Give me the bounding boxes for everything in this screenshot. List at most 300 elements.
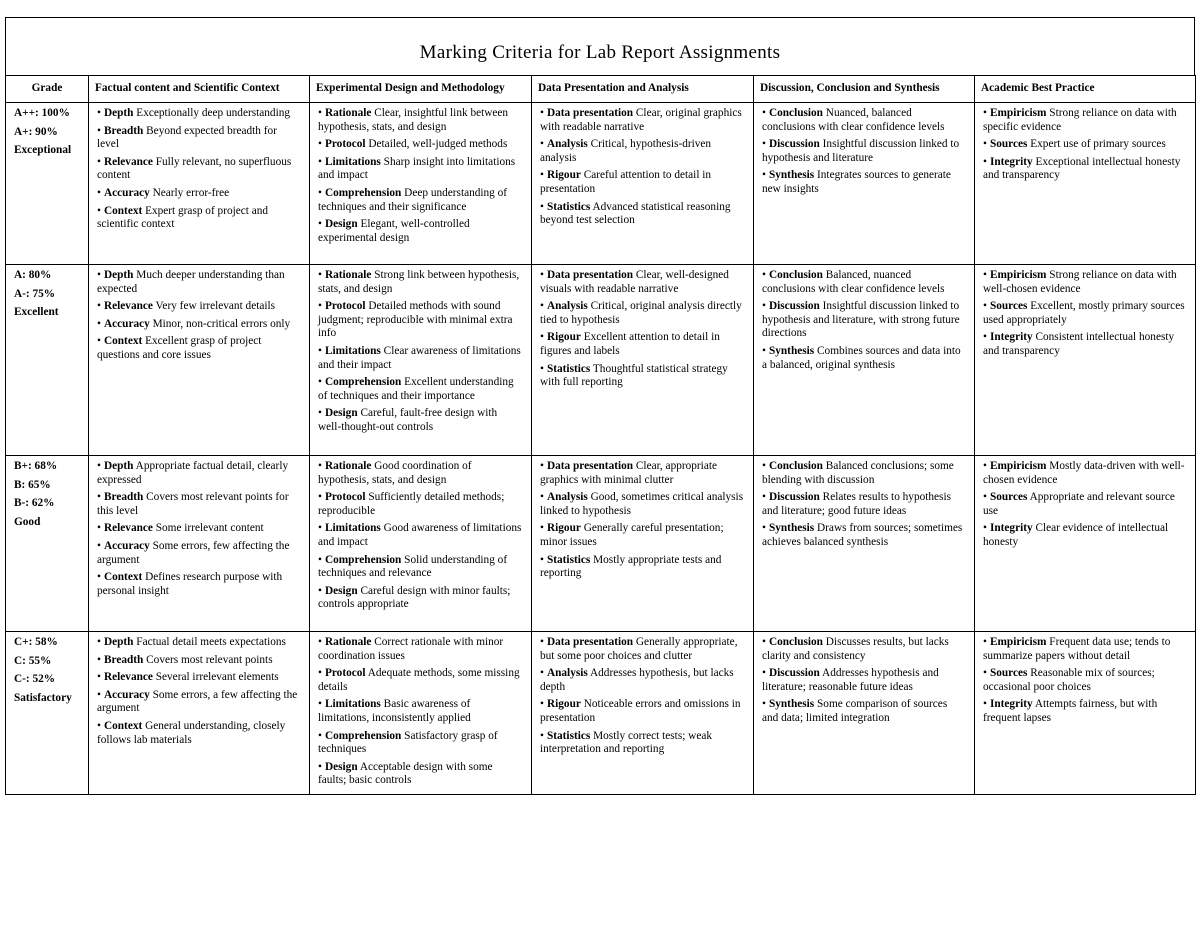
bullet-icon: • [540,667,544,680]
bullet-icon: • [540,729,544,742]
criterion-item [540,730,745,757]
bullet-icon: • [762,491,766,504]
criterion-item [97,636,301,650]
bullet-icon: • [97,300,101,313]
criterion-term: Statistics [546,729,591,742]
criterion-term: Conclusion [768,269,823,281]
bullet-icon: • [318,760,322,773]
criteria-cell-academic-practice [975,456,1196,632]
criterion-description: Strong reliance on data with well-chosen evidence [983,269,1177,295]
criterion-description: Combines sources and data into a balanced, original synthesis [762,344,961,371]
bullet-icon: • [97,539,101,552]
criteria-cell-factual-content [89,456,310,632]
column-header-data-presentation: Data Presentation and Analysis [532,76,754,103]
bullet-icon: • [540,460,544,472]
criterion-item [318,667,523,694]
bullet-icon: • [318,218,322,231]
criterion-description: Integrates sources to generate new insights [762,169,951,195]
bullet-icon: • [97,671,101,684]
grade-cell [6,456,89,632]
bullet-icon: • [540,698,544,711]
criterion-description: Good, sometimes critical analysis linked to hypothesis [540,491,744,517]
criterion-description: Excellent, mostly primary sources used appropriately [983,300,1185,326]
criterion-term: Depth [103,636,134,648]
criterion-item [983,300,1187,327]
bullet-icon: • [318,407,322,420]
criterion-term: Analysis [546,667,588,680]
criterion-term: Sources [989,667,1028,680]
bullet-icon: • [318,138,322,151]
bullet-icon: • [762,300,766,313]
criterion-term: Empiricism [989,107,1047,119]
criterion-item [318,522,523,549]
criterion-description: Good awareness of limitations and impact [318,522,522,548]
criterion-item [540,363,745,390]
bullet-icon: • [318,376,322,389]
criterion-item [97,300,301,314]
bullet-icon: • [318,584,322,597]
criterion-item [318,730,523,757]
criterion-term: Limitations [324,344,381,357]
criterion-item [983,331,1187,358]
bullet-icon: • [983,522,987,535]
criterion-description: Careful design with minor faults; controls appropriate [318,584,511,611]
criterion-item [318,761,523,788]
column-header-grade: Grade [6,76,89,103]
criteria-cell-experimental-design [310,265,532,456]
bullet-icon: • [97,653,101,666]
criterion-item [762,491,966,518]
bullet-icon: • [97,124,101,137]
bullet-icon: • [540,491,544,504]
criterion-term: Rigour [546,331,581,344]
criteria-cell-discussion [754,632,975,795]
criterion-term: Relevance [103,522,153,535]
criterion-term: Context [103,571,143,584]
criterion-description: Mostly appropriate tests and reporting [540,553,722,580]
criterion-term: Rigour [546,522,581,535]
criterion-term: Analysis [546,138,588,151]
bullet-icon: • [97,317,101,330]
criterion-item [318,460,523,487]
bullet-icon: • [762,698,766,711]
criterion-term: Design [324,760,358,773]
bullet-icon: • [97,335,101,348]
criterion-item [97,187,301,201]
criterion-description: Solid understanding of techniques and relevance [318,553,508,580]
criterion-term: Rationale [324,636,372,648]
bullet-icon: • [97,186,101,199]
bullet-icon: • [762,344,766,357]
criterion-description: Nuanced, balanced conclusions with clear confidence levels [762,107,945,133]
criterion-term: Comprehension [324,729,402,742]
criterion-term: Accuracy [103,688,150,701]
table-row [6,103,1196,265]
criteria-cell-academic-practice [975,632,1196,795]
criterion-description: Appropriate factual detail, clearly expressed [97,460,289,486]
criterion-term: Protocol [324,300,366,313]
criterion-term: Accuracy [103,317,150,330]
criterion-item [983,698,1187,725]
criterion-description: Strong reliance on data with specific evidence [983,107,1177,133]
criterion-description: Clear, appropriate graphics with minimal clutter [540,460,717,486]
criterion-description: Satisfactory grasp of techniques [318,729,498,756]
criteria-cell-factual-content [89,265,310,456]
bullet-icon: • [983,155,987,168]
criterion-term: Protocol [324,491,366,504]
bullet-icon: • [318,269,322,281]
criterion-term: Rationale [324,107,372,119]
bullet-icon: • [318,186,322,199]
criterion-term: Empiricism [989,636,1047,648]
criterion-item [762,667,966,694]
bullet-icon: • [540,522,544,535]
criterion-description: Generally appropriate, but some poor choices and clutter [540,636,738,662]
bullet-icon: • [318,344,322,357]
bullet-icon: • [318,460,322,472]
bullet-icon: • [540,636,544,648]
criterion-term: Synthesis [768,522,815,535]
criterion-term: Synthesis [768,698,815,711]
criterion-item [540,300,745,327]
grade-label: A++: 100% [14,107,70,119]
criterion-item [540,636,745,663]
criterion-item [762,522,966,549]
criterion-description: Excellent attention to detail in figures and labels [540,331,720,357]
criterion-item [97,156,301,183]
criterion-item [97,107,301,121]
criterion-term: Conclusion [768,460,823,472]
criterion-term: Data presentation [546,636,634,648]
criteria-cell-factual-content [89,632,310,795]
criterion-description: Elegant, well-controlled experimental design [318,218,470,244]
criterion-item [318,585,523,612]
criterion-description: Detailed, well-judged methods [368,138,508,151]
criterion-term: Synthesis [768,169,815,182]
criterion-term: Empiricism [989,269,1047,281]
criterion-item [983,269,1187,296]
criterion-term: Accuracy [103,539,150,552]
bullet-icon: • [762,107,766,119]
criterion-description: Draws from sources; sometimes achieves balanced synthesis [762,522,963,548]
criterion-description: Insightful discussion linked to hypothesis and literature [762,138,960,164]
criterion-item [318,218,523,245]
criterion-description: Some errors, few affecting the argument [97,539,290,566]
bullet-icon: • [983,138,987,151]
criterion-description: Addresses hypothesis, but lacks depth [540,667,734,693]
criterion-term: Design [324,584,358,597]
criterion-item [97,522,301,536]
criterion-item [318,156,523,183]
criterion-description: Mostly data-driven with well-chosen evidence [983,460,1185,486]
bullet-icon: • [97,269,101,281]
criterion-item [983,156,1187,183]
criterion-description: Balanced, nuanced conclusions with clear confidence levels [762,269,945,295]
criterion-item [97,318,301,332]
bullet-icon: • [762,522,766,535]
bullet-icon: • [983,107,987,119]
criterion-term: Statistics [546,362,591,375]
criterion-item [762,169,966,196]
criterion-term: Design [324,218,358,231]
criterion-term: Rationale [324,460,372,472]
criterion-description: Excellent understanding of techniques and their importance [318,376,514,402]
criterion-term: Rationale [324,269,372,281]
criterion-item [540,554,745,581]
grade-cell [6,103,89,265]
criterion-description: Some irrelevant content [155,522,264,535]
criterion-term: Rigour [546,169,581,182]
criteria-cell-data-presentation [532,103,754,265]
criterion-term: Breadth [103,491,144,504]
criterion-item [318,107,523,134]
bullet-icon: • [762,460,766,472]
criterion-description: Advanced statistical reasoning beyond test selection [540,200,731,227]
bullet-icon: • [540,138,544,151]
bullet-icon: • [983,491,987,504]
criterion-item [97,269,301,296]
criterion-item [97,540,301,567]
criterion-item [762,636,966,663]
criterion-item [540,522,745,549]
criterion-item [318,138,523,152]
criterion-description: Some errors, a few affecting the argument [97,688,298,715]
criterion-item [983,138,1187,152]
grade-label: C+: 58% [14,636,58,648]
criterion-item [540,138,745,165]
criterion-description: Strong link between hypothesis, stats, and design [318,269,520,295]
criterion-description: Expert grasp of project and scientific context [97,204,269,231]
criterion-description: Covers most relevant points [146,653,273,666]
bullet-icon: • [983,269,987,281]
criterion-item [540,460,745,487]
bullet-icon: • [97,204,101,217]
bullet-icon: • [318,698,322,711]
criterion-description: Addresses hypothesis and literature; reasonable future ideas [762,667,939,693]
criterion-term: Integrity [989,331,1033,344]
criterion-description: Several irrelevant elements [155,671,279,684]
criterion-item [540,107,745,134]
criterion-term: Integrity [989,522,1033,535]
criterion-item [540,331,745,358]
criterion-term: Synthesis [768,344,815,357]
criterion-description: Reasonable mix of sources; occasional poor choices [983,667,1155,693]
grade-label: Good [14,515,41,528]
criterion-description: Frequent data use; tends to summarize papers without detail [983,636,1171,662]
criterion-item [97,205,301,232]
criterion-description: Fully relevant, no superfluous content [97,155,292,182]
criterion-term: Sources [989,300,1028,313]
grade-label: A: 80% [14,269,52,281]
bullet-icon: • [97,522,101,535]
bullet-icon: • [318,636,322,648]
criterion-term: Sources [989,491,1028,504]
criterion-item [983,460,1187,487]
criterion-term: Depth [103,269,134,281]
marking-criteria-table [5,75,1196,795]
criterion-item [762,698,966,725]
criterion-description: Exceptionally deep understanding [136,107,291,119]
bullet-icon: • [762,667,766,680]
bullet-icon: • [762,269,766,281]
criterion-description: Good coordination of hypothesis, stats, and design [318,460,472,486]
criterion-term: Data presentation [546,460,634,472]
table-row [6,265,1196,456]
bullet-icon: • [97,719,101,732]
criteria-cell-experimental-design [310,632,532,795]
criterion-description: Factual detail meets expectations [136,636,286,648]
criterion-description: Deep understanding of techniques and their significance [318,186,508,213]
criteria-cell-experimental-design [310,456,532,632]
bullet-icon: • [983,667,987,680]
bullet-icon: • [97,107,101,119]
grade-label: C: 55% [14,654,52,667]
criterion-item [762,269,966,296]
criterion-item [540,201,745,228]
criterion-item [540,698,745,725]
bullet-icon: • [983,698,987,711]
criterion-term: Limitations [324,522,381,535]
criterion-item [540,269,745,296]
criterion-term: Integrity [989,155,1033,168]
criterion-term: Sources [989,138,1028,151]
bullet-icon: • [318,300,322,313]
grade-cell [6,265,89,456]
criterion-description: Careful, fault-free design with well-thought-out controls [318,407,498,433]
criterion-description: Clear, well-designed visuals with readable narrative [540,269,729,295]
grade-label: B: 65% [14,478,51,491]
criterion-item [540,169,745,196]
column-header-factual-content: Factual content and Scientific Context [89,76,310,103]
grade-label: A-: 75% [14,287,56,300]
criterion-term: Depth [103,107,134,119]
grade-label: Satisfactory [14,691,72,704]
bullet-icon: • [983,636,987,648]
criterion-term: Discussion [768,300,820,313]
criterion-description: Some comparison of sources and data; limited integration [762,698,948,724]
bullet-icon: • [318,522,322,535]
criterion-description: Discusses results, but lacks clarity and consistency [762,636,949,662]
criterion-description: Detailed methods with sound judgment; reproducible with minimal extra info [318,300,513,340]
criteria-cell-discussion [754,265,975,456]
header-row [6,76,1196,103]
bullet-icon: • [540,300,544,313]
criterion-description: Clear, insightful link between hypothesis, stats, and design [318,107,509,133]
criterion-item [318,407,523,434]
criterion-term: Data presentation [546,269,634,281]
criterion-term: Protocol [324,138,366,151]
criterion-term: Comprehension [324,376,402,389]
criterion-description: Sufficiently detailed methods; reproducible [318,491,505,517]
criterion-item [97,689,301,716]
criterion-item [97,720,301,747]
bullet-icon: • [97,571,101,584]
criterion-item [983,636,1187,663]
bullet-icon: • [97,688,101,701]
grade-cell [6,632,89,795]
bullet-icon: • [983,331,987,344]
bullet-icon: • [318,553,322,566]
criterion-term: Comprehension [324,553,402,566]
bullet-icon: • [540,169,544,182]
bullet-icon: • [97,460,101,472]
column-header-academic-practice: Academic Best Practice [975,76,1196,103]
criterion-description: Beyond expected breadth for level [97,124,277,151]
criterion-term: Rigour [546,698,581,711]
criterion-term: Context [103,204,143,217]
bullet-icon: • [540,200,544,213]
criterion-item [318,376,523,403]
bullet-icon: • [97,636,101,648]
criteria-cell-discussion [754,456,975,632]
criterion-term: Design [324,407,358,420]
criterion-item [318,554,523,581]
grade-label: Exceptional [14,144,72,157]
bullet-icon: • [540,107,544,119]
criterion-term: Analysis [546,300,588,313]
bullet-icon: • [318,667,322,680]
criterion-description: Adequate methods, some missing details [318,667,520,693]
criterion-item [97,460,301,487]
criterion-term: Relevance [103,300,153,313]
criterion-term: Protocol [324,667,366,680]
criterion-description: Clear awareness of limitations and their impact [318,344,521,371]
table-row [6,632,1196,795]
criterion-description: Insightful discussion linked to hypothesis and literature, with strong future directions [762,300,960,340]
criterion-description: Relates results to hypothesis and literature; good future ideas [762,491,951,517]
criterion-description: Minor, non-critical errors only [152,317,291,330]
criterion-item [318,698,523,725]
bullet-icon: • [762,169,766,182]
criterion-description: Excellent grasp of project questions and core issues [97,335,262,361]
criterion-description: Covers most relevant points for this level [97,491,289,517]
table-row [6,456,1196,632]
criterion-item [97,335,301,362]
criterion-item [318,491,523,518]
criterion-term: Relevance [103,671,153,684]
criterion-term: Breadth [103,653,144,666]
grade-label: B-: 62% [14,497,55,510]
bullet-icon: • [540,553,544,566]
bullet-icon: • [97,491,101,504]
criterion-item [318,300,523,341]
criteria-cell-experimental-design [310,103,532,265]
criterion-item [983,491,1187,518]
grade-label: A+: 90% [14,125,58,138]
criterion-item [762,107,966,134]
criterion-item [97,491,301,518]
criterion-term: Context [103,719,143,732]
criterion-description: Thoughtful statistical strategy with full reporting [540,362,728,389]
criterion-description: Acceptable design with some faults; basic controls [318,760,493,787]
criterion-item [540,667,745,694]
criterion-item [97,125,301,152]
criterion-term: Limitations [324,698,381,711]
bullet-icon: • [318,491,322,504]
criterion-description: Sharp insight into limitations and impact [318,155,516,182]
criteria-cell-factual-content [89,103,310,265]
bullet-icon: • [97,155,101,168]
criterion-description: Clear evidence of intellectual honesty [983,522,1169,548]
criterion-item [762,300,966,341]
criterion-description: Generally careful presentation; minor issues [540,522,724,548]
criterion-description: Noticeable errors and omissions in presentation [540,698,741,724]
criterion-item [983,107,1187,134]
bullet-icon: • [540,362,544,375]
bullet-icon: • [318,729,322,742]
criterion-item [97,654,301,668]
criterion-description: Nearly error-free [152,186,230,199]
